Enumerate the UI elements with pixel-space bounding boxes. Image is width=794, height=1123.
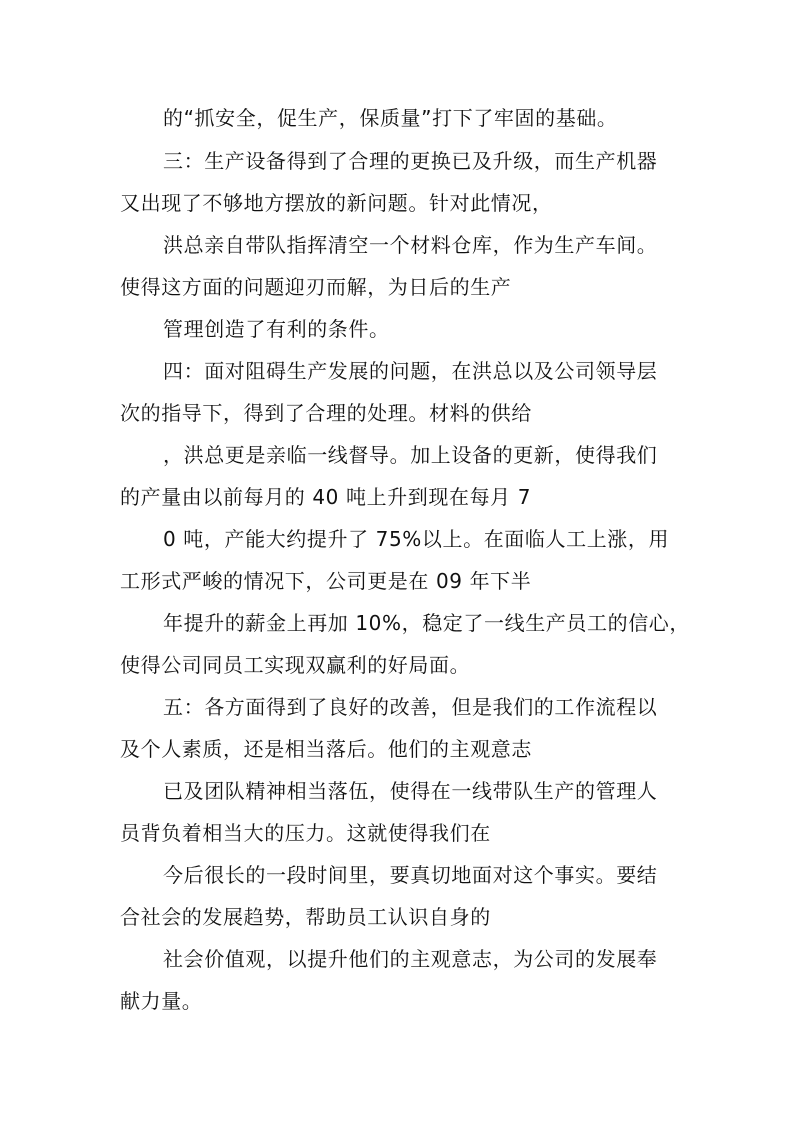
- text-line: 工形式严峻的情况下，公司更是在 09 年下半: [120, 569, 532, 593]
- text-line: 的产量由以前每月的 40 吨上升到现在每月 7: [120, 485, 532, 509]
- text-line: 员背负着相当大的压力。这就使得我们在: [120, 821, 491, 845]
- text-line: 次的指导下，得到了合理的处理。材料的供给: [120, 401, 532, 425]
- text-line: 洪总亲自带队指挥清空一个材料仓库，作为生产车间。: [163, 233, 658, 257]
- text-line: 使得这方面的问题迎刃而解，为日后的生产: [120, 275, 512, 299]
- text-line: 四：面对阻碍生产发展的问题，在洪总以及公司领导层: [163, 359, 658, 383]
- text-line: 管理创造了有利的条件。: [163, 317, 390, 341]
- text-line: 社会价值观，以提升他们的主观意志，为公司的发展奉: [163, 947, 658, 971]
- text-line: 今后很长的一段时间里，要真切地面对这个事实。要结: [163, 863, 658, 887]
- text-line: 0 吨，产能大约提升了 75%以上。在面临人工上涨，用: [163, 527, 670, 551]
- text-line: 及个人素质，还是相当落后。他们的主观意志: [120, 737, 532, 761]
- text-line: 合社会的发展趋势，帮助员工认识自身的: [120, 905, 491, 929]
- text-line: 献力量。: [120, 989, 203, 1013]
- text-line: 使得公司同员工实现双赢利的好局面。: [120, 653, 471, 677]
- text-line: ，洪总更是亲临一线督导。加上设备的更新，使得我们: [163, 443, 658, 467]
- text-line: 年提升的薪金上再加 10%，稳定了一线生产员工的信心，: [163, 611, 691, 635]
- text-line: 五：各方面得到了良好的改善，但是我们的工作流程以: [163, 695, 658, 719]
- text-line: 又出现了不够地方摆放的新问题。针对此情况，: [120, 191, 553, 215]
- text-line: 三：生产设备得到了合理的更换已及升级，而生产机器: [163, 149, 658, 173]
- text-line: 的“抓安全，促生产，保质量”打下了牢固的基础。: [163, 106, 618, 130]
- text-line: 已及团队精神相当落伍，使得在一线带队生产的管理人: [163, 779, 658, 803]
